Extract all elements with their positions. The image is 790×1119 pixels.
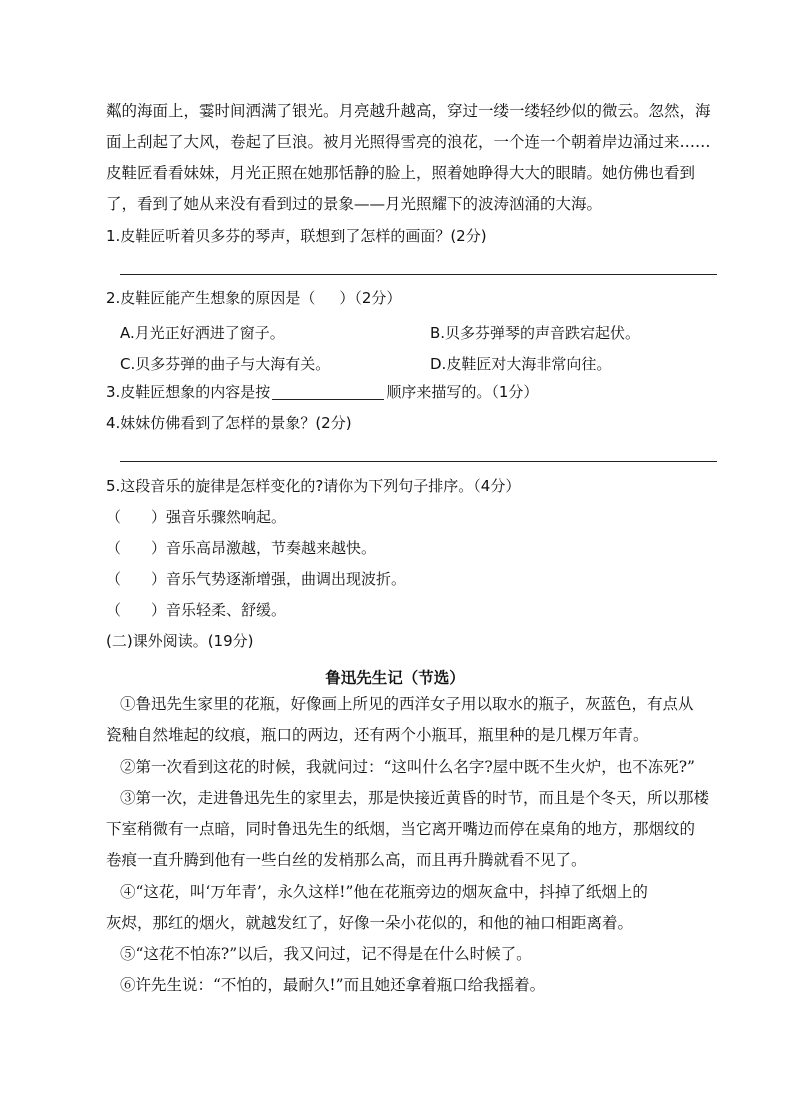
passage-line-2: 面上刮起了大风，卷起了巨浪。被月光照得雪亮的浪花，一个连一个朝着岸边涌过来…… bbox=[106, 133, 711, 151]
article-line-6: 卷痕一直升腾到他有一些白丝的发梢那么高，而且再升腾就看不见了。 bbox=[106, 851, 587, 869]
passage-line-3: 皮鞋匠看看妹妹，月光正照在她那恬静的脸上，照着她睁得大大的眼睛。她仿佛也看到 bbox=[106, 164, 696, 182]
question-3 bbox=[106, 385, 538, 400]
article-line-8: 灰烬，那红的烟火，就越发红了，好像一朵小花似的，和他的袖口相距离着。 bbox=[106, 914, 634, 932]
article-line-10: ⑥许先生说：“不怕的，最耐久!”而且她还拿着瓶口给我摇着。 bbox=[120, 976, 546, 994]
question-2-points: ）（2分） bbox=[339, 289, 402, 307]
option-a: A.月光正好洒进了窗子。 bbox=[120, 324, 285, 342]
article-title: 鲁迅先生记（节选） bbox=[325, 669, 465, 687]
article-line-1: ①鲁迅先生家里的花瓶，好像画上所见的西洋女子用以取水的瓶子，灰蓝色，有点从 bbox=[120, 695, 694, 713]
passage-line-1: 粼的海面上，霎时间洒满了银光。月亮越升越高，穿过一缕一缕轻纱似的微云。忽然，海 bbox=[106, 102, 711, 120]
option-b: B.贝多芬弹琴的声音跌宕起伏。 bbox=[430, 324, 641, 342]
article-line-7: ④“这花，叫‘万年青’，永久这样!”他在花瓶旁边的烟灰盒中，抖掉了纸烟上的 bbox=[120, 883, 648, 901]
order-item-3[interactable]: （ ）音乐气势逐渐增强，曲调出现波折。 bbox=[106, 570, 407, 588]
section-heading: (二)课外阅读。(19分) bbox=[106, 632, 254, 650]
question-5: 5.这段音乐的旋律是怎样变化的?请你为下列句子排序。（4分） bbox=[106, 477, 521, 495]
order-item-2[interactable]: （ ）音乐高昂激越，节奏越来越快。 bbox=[106, 539, 377, 557]
passage-line-4: 了，看到了她从来没有看到过的景象——月光照耀下的波涛汹涌的大海。 bbox=[106, 195, 603, 213]
question-2-stem: 2.皮鞋匠能产生想象的原因是（ bbox=[106, 289, 316, 307]
answer-line-q1[interactable] bbox=[120, 274, 717, 275]
article-line-4: ③第一次，走进鲁迅先生的家里去，那是快接近黄昏的时节，而且是个冬天，所以那楼 bbox=[120, 789, 710, 807]
article-line-5: 下室稍微有一点暗，同时鲁迅先生的纸烟，当它离开嘴边而停在桌角的地方，那烟纹的 bbox=[106, 820, 696, 838]
answer-line-q4[interactable] bbox=[120, 461, 717, 462]
article-line-3: ②第一次看到这花的时候，我就问过：“这叫什么名字?屋中既不生火炉，也不冻死?” bbox=[120, 758, 695, 776]
order-item-4[interactable]: （ ）音乐轻柔、舒缓。 bbox=[106, 601, 287, 619]
option-c: C.贝多芬弹的曲子与大海有关。 bbox=[120, 355, 331, 373]
option-d: D.皮鞋匠对大海非常向往。 bbox=[430, 355, 612, 373]
question-3-after: 顺序来描写的。（1分） bbox=[386, 383, 539, 401]
answer-blank-q3[interactable] bbox=[272, 385, 384, 400]
question-2 bbox=[106, 291, 401, 306]
question-4: 4.妹妹仿佛看到了怎样的景象？(2分) bbox=[106, 414, 352, 432]
article-line-9: ⑤“这花不怕冻?”以后，我又问过，记不得是在什么时候了。 bbox=[120, 945, 532, 963]
question-3-before: 3.皮鞋匠想象的内容是按 bbox=[106, 383, 271, 401]
article-line-2: 瓷釉自然堆起的纹痕，瓶口的两边，还有两个小瓶耳，瓶里种的是几棵万年青。 bbox=[106, 726, 649, 744]
order-item-1[interactable]: （ ）强音乐骤然响起。 bbox=[106, 508, 287, 526]
question-1: 1.皮鞋匠听着贝多芬的琴声，联想到了怎样的画面？(2分) bbox=[106, 227, 487, 245]
